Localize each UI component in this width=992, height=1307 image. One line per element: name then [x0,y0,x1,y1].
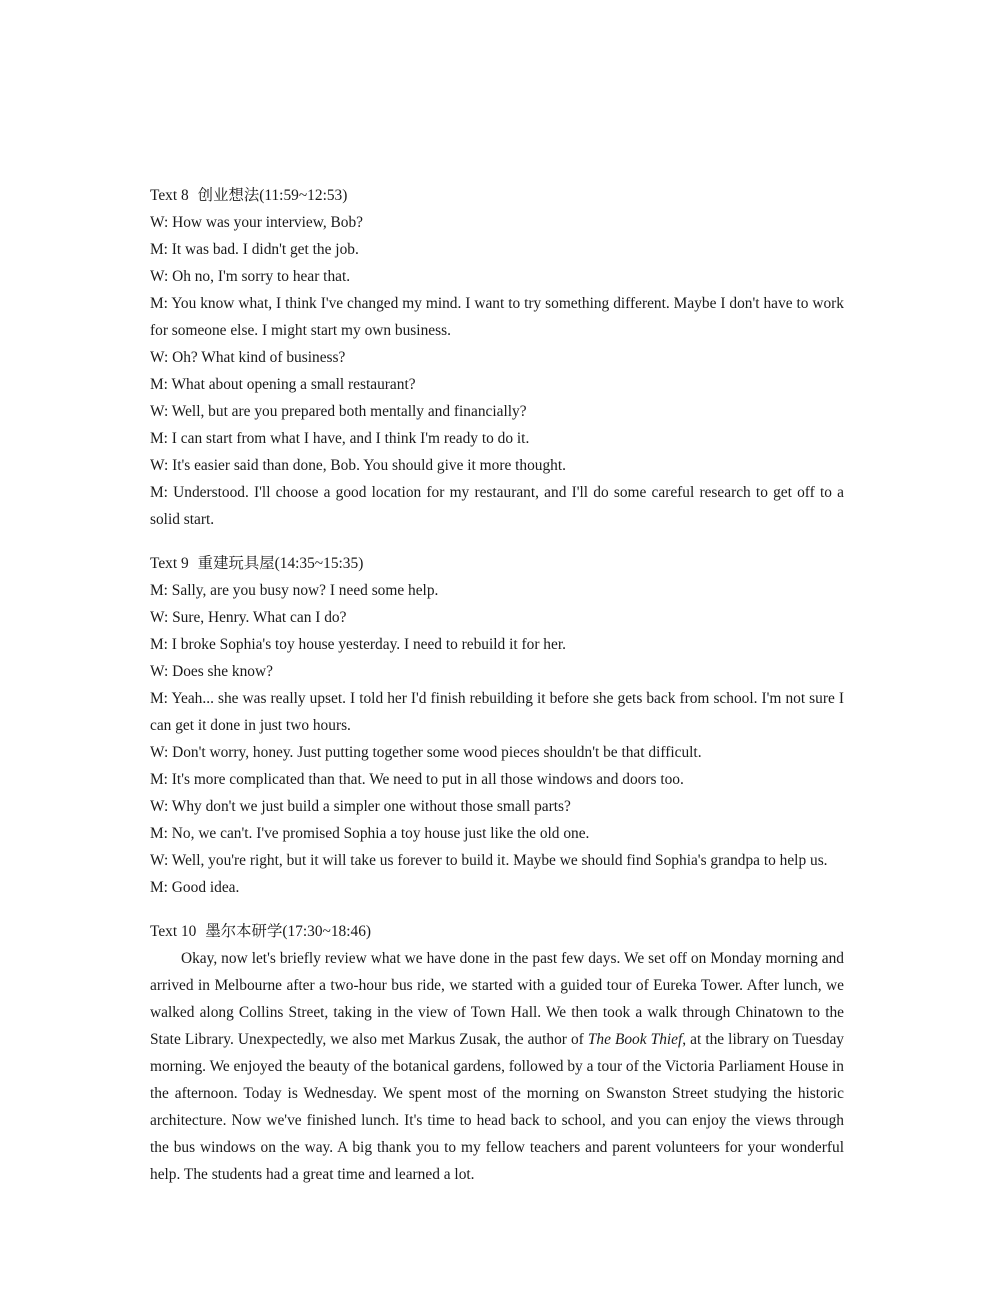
dialogue-line: W: Sure, Henry. What can I do? [150,609,347,626]
section-heading: 重建玩具屋(14:35~15:35) [197,555,364,572]
dialogue-line: M: I broke Sophia's toy house yesterday. I need to rebuild it for her. [150,636,566,653]
section-title [150,183,844,209]
dialogue-line: M: Yeah... she was really upset. I told her I'd finish rebuilding it before she gets back from school. I'm not sure I can get it done in just two hours. [150,690,844,734]
dialogue-line: W: Oh? What kind of business? [150,349,346,366]
dialogue-line: M: You know what, I think I've changed my mind. I want to try something different. Maybe I don't have to work for someone else. I might start my own business. [150,295,844,339]
section-label: Text 9 [150,555,189,572]
dialogue-line: W: Well, you're right, but it will take us forever to build it. Maybe we should find Sophia's grandpa to help us. [150,852,828,869]
dialogue-line: M: It's more complicated than that. We need to put in all those windows and doors too. [150,771,684,788]
dialogue-line: M: It was bad. I didn't get the job. [150,241,359,258]
dialogue-line: M: Good idea. [150,879,240,896]
section-label: Text 8 [150,187,189,204]
section-heading: 创业想法(11:59~12:53) [197,187,348,204]
section-title [150,551,844,577]
dialogue-line: W: How was your interview, Bob? [150,214,363,231]
section-text-8 [150,183,844,533]
transcript-page [150,183,844,1188]
section-text-9 [150,551,844,901]
section-heading: 墨尔本研学(17:30~18:46) [205,923,372,940]
dialogue-line: M: Understood. I'll choose a good location for my restaurant, and I'll do some careful research to get off to a solid start. [150,484,844,528]
dialogue-line: W: Why don't we just build a simpler one without those small parts? [150,798,571,815]
dialogue-line: W: It's easier said than done, Bob. You should give it more thought. [150,457,566,474]
dialogue-line: M: What about opening a small restaurant? [150,376,416,393]
dialogue-line: W: Well, but are you prepared both mentally and financially? [150,403,527,420]
paragraph-text-after: , at the library on Tuesday morning. We enjoyed the beauty of the botanical gardens, followed by a tour of the Victoria Parliament House in the afternoon. Today is Wednesday. We spent most of the morning on Swanston Street studying the historic architecture. Now we've finished lunch. It's time to head back to school, and you can enjoy the views through the bus windows on the way. A big thank you to my fellow teachers and parent volunteers for your wonderful help. The students had a great time and learned a lot. [150,1031,845,1183]
section-label: Text 10 [150,923,197,940]
dialogue-line: M: I can start from what I have, and I think I'm ready to do it. [150,430,530,447]
paragraph-text-before: Okay, now let's briefly review what we have done in the past few days. We set off on Monday morning and arrived in Melbourne after a two-hour bus ride, we started with a guided tour of Eureka Tower. After lunch, we walked along Collins Street, taking in the view of Town Hall. We then took a walk through Chinatown to the State Library. Unexpectedly, we also met Markus Zusak, the author of [150,950,844,1048]
book-title: The Book Thief [587,1031,683,1048]
section-title [150,919,844,945]
dialogue-line: W: Does she know? [150,663,273,680]
section-text-10 [150,919,844,1188]
dialogue-line: M: Sally, are you busy now? I need some help. [150,582,439,599]
dialogue-line: M: No, we can't. I've promised Sophia a toy house just like the old one. [150,825,590,842]
monologue-paragraph [150,945,844,1188]
dialogue-line: W: Don't worry, honey. Just putting together some wood pieces shouldn't be that difficult. [150,744,702,761]
dialogue-line: W: Oh no, I'm sorry to hear that. [150,268,351,285]
